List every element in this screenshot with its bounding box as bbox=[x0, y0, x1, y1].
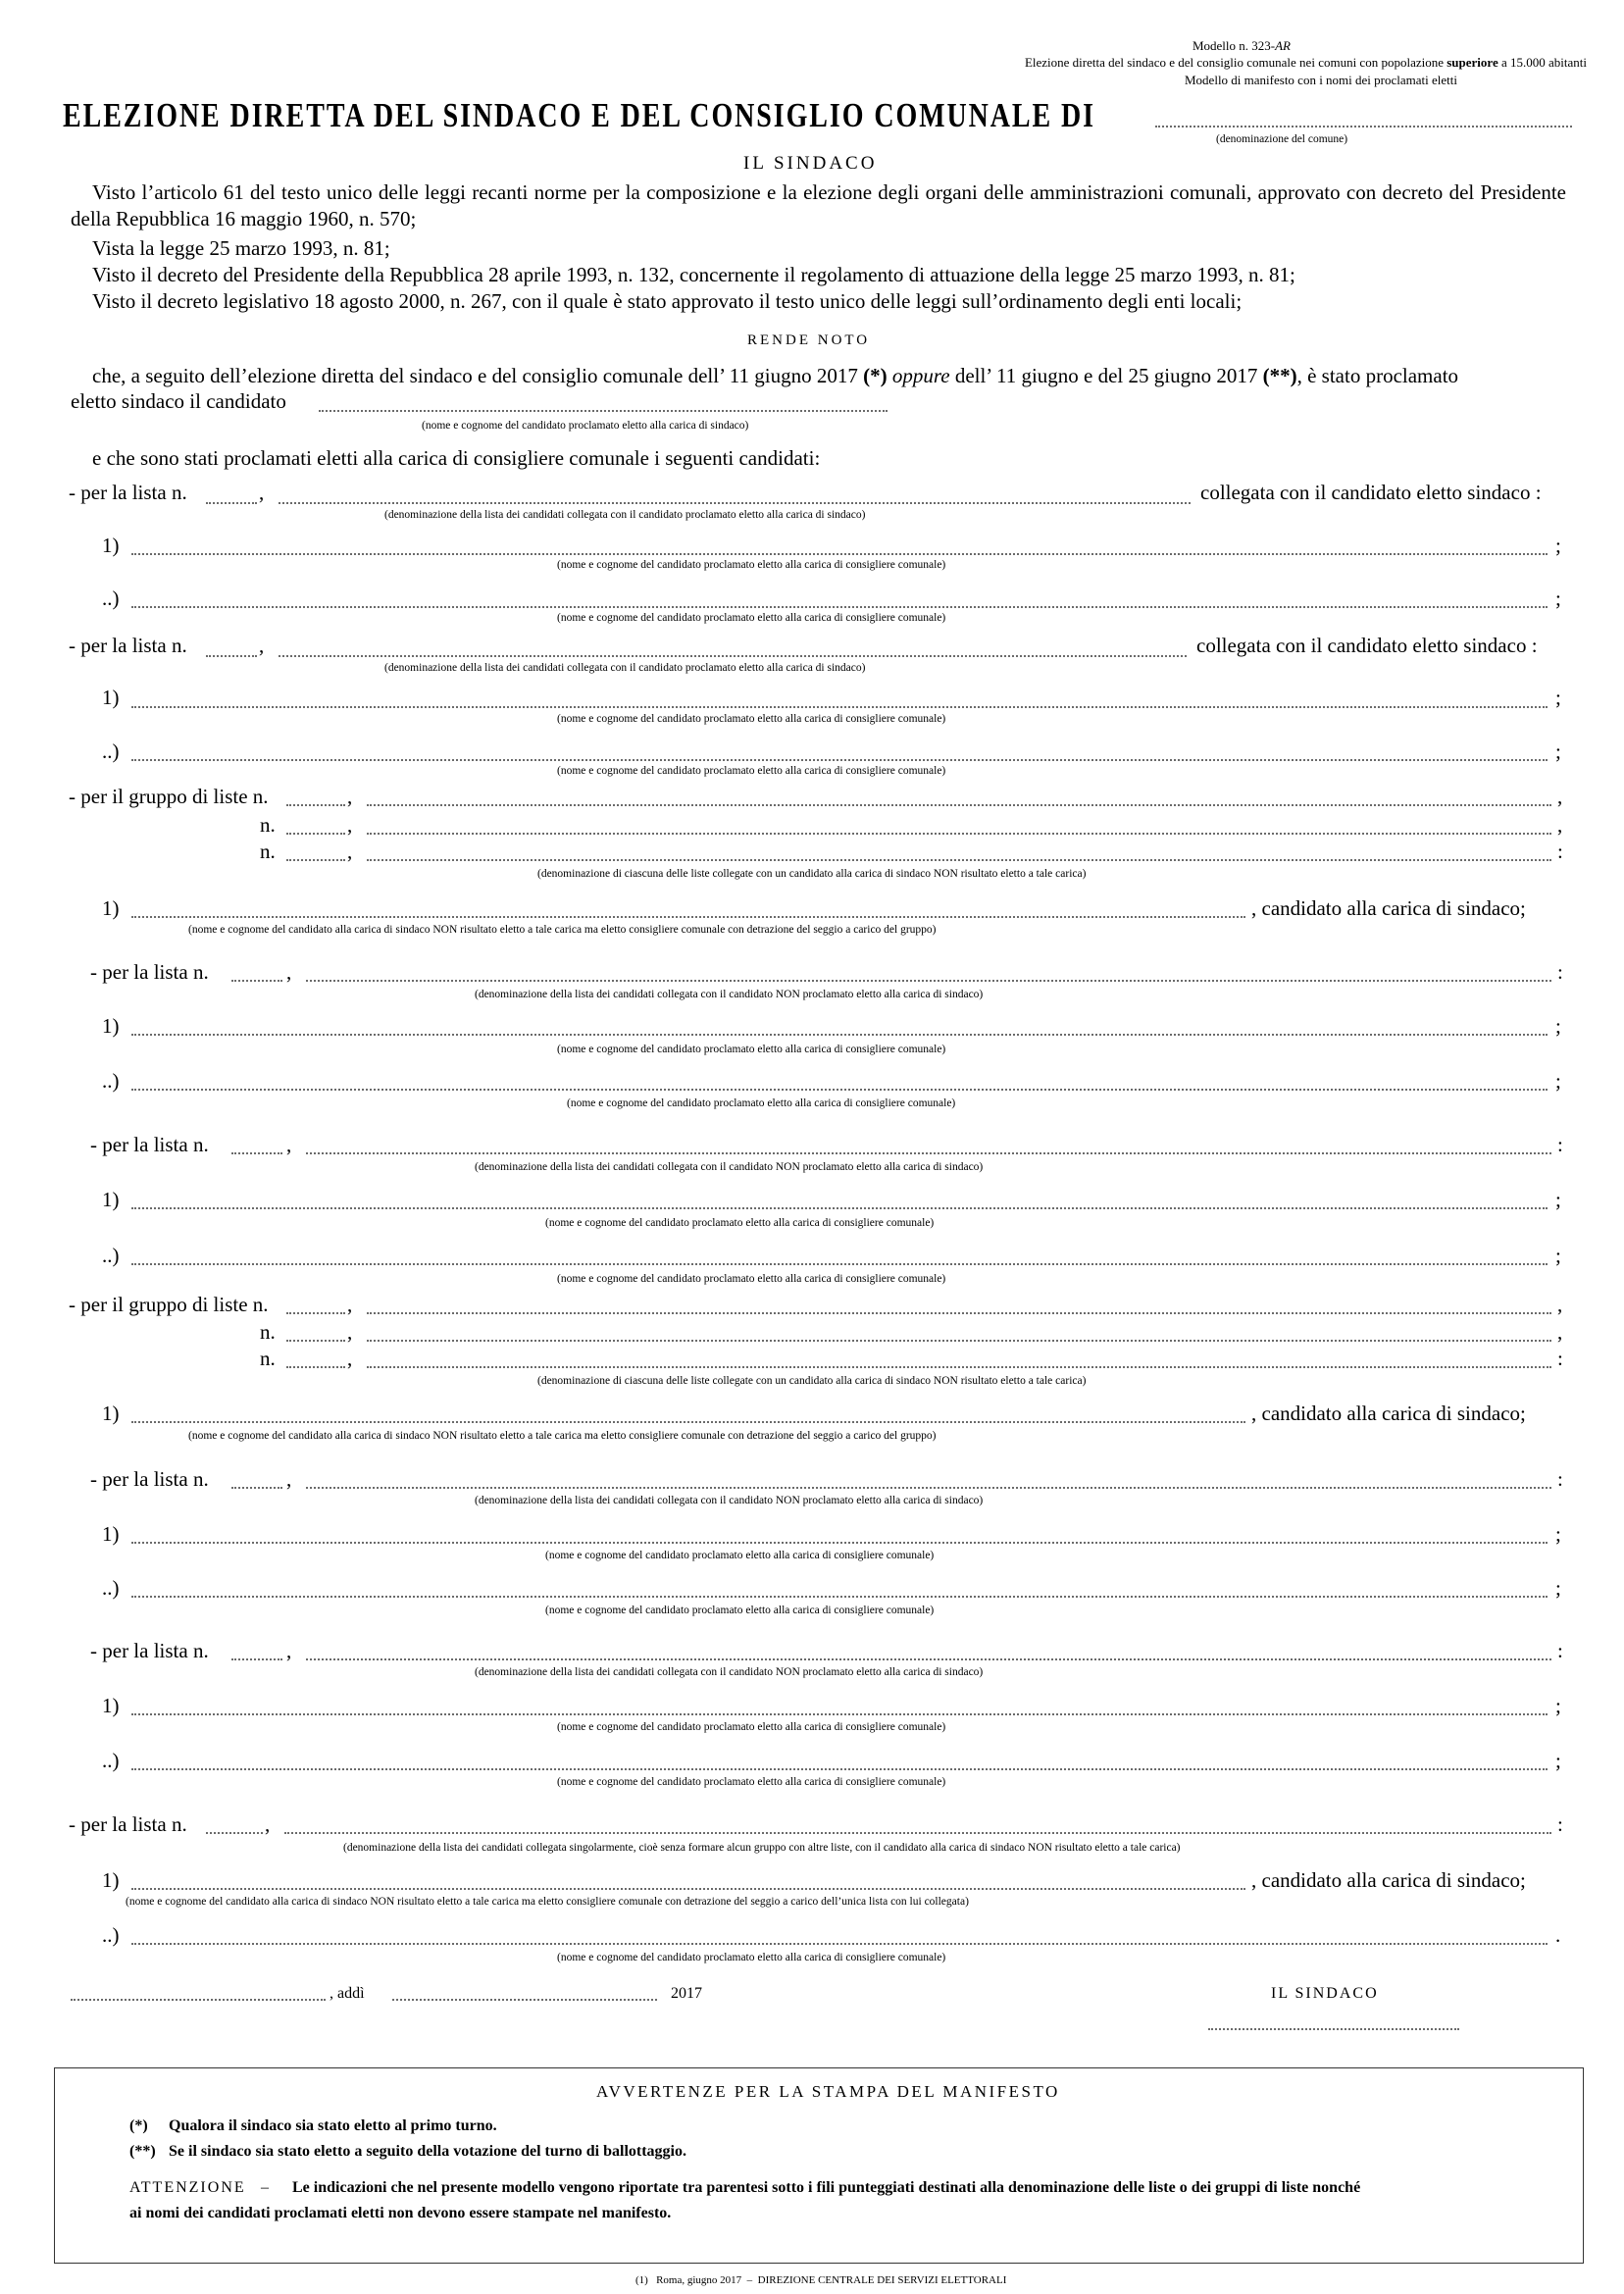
lista-caption: (denominazione della lista dei candidati collegata con il candidato proclamato eletto alla carica di sindaco) bbox=[384, 662, 866, 674]
consigliere-dots bbox=[131, 1768, 1548, 1770]
lista-name-dots bbox=[306, 980, 1551, 982]
note-1-text: Qualora il sindaco sia stato eletto al primo turno. bbox=[169, 2117, 497, 2134]
gruppo-label: - per il gruppo di liste n. bbox=[69, 1293, 269, 1316]
candidato-caption: (nome e cognome del candidato alla carica di sindaco NON risultato eletto a tale carica ma eletto consigliere comunale con detrazione del seggio a carico del gruppo) bbox=[188, 1430, 937, 1442]
consigliere-dots bbox=[131, 1596, 1548, 1598]
comma: , bbox=[1557, 785, 1563, 808]
date-dots bbox=[392, 1999, 657, 2001]
gruppo-number-dots bbox=[286, 1312, 345, 1314]
note-2-text: Se il sindaco sia stato eletto a seguito della votazione del turno di ballottaggio. bbox=[169, 2143, 686, 2160]
model-type: Modello di manifesto con i nomi dei proclamati eletti bbox=[1185, 73, 1457, 87]
attenzione-dash: – bbox=[261, 2179, 269, 2196]
lista-number-dots bbox=[231, 1487, 282, 1489]
consigliere-dots bbox=[131, 1943, 1548, 1945]
comma: , bbox=[347, 1320, 353, 1344]
comma: , bbox=[1557, 813, 1563, 837]
gruppo-number-dots bbox=[286, 1366, 345, 1368]
consigliere-caption: (nome e cognome del candidato proclamato eletto alla carica di consigliere comunale) bbox=[545, 1550, 935, 1561]
candidato-caption: (nome e cognome del candidato alla carica di sindaco NON risultato eletto a tale carica ma eletto consigliere comunale con detrazione del seggio a carico dell’unica lista con lui collegata) bbox=[126, 1896, 969, 1908]
semicolon: ; bbox=[1555, 686, 1561, 709]
candidato-dots bbox=[131, 1421, 1245, 1423]
lista-number-dots bbox=[206, 1832, 263, 1834]
lista-number-dots bbox=[206, 655, 257, 657]
lista-caption: (denominazione della lista dei candidati collegata con il candidato NON proclamato eletto alla carica di sindaco) bbox=[475, 989, 984, 1000]
item-number: ..) bbox=[102, 1244, 120, 1267]
sindaco-heading: IL SINDACO bbox=[743, 153, 878, 174]
gruppo-number-dots bbox=[286, 804, 345, 806]
premessa-2: Vista la legge 25 marzo 1993, n. 81; bbox=[92, 236, 390, 260]
comma: , bbox=[259, 634, 265, 657]
consigliere-caption: (nome e cognome del candidato proclamato eletto alla carica di consigliere comunale) bbox=[545, 1217, 935, 1229]
model-description: Elezione diretta del sindaco e del consiglio comunale nei comuni con popolazione superiore a 15.000 abitanti bbox=[1024, 55, 1587, 70]
lista-label: - per la lista n. bbox=[90, 960, 209, 984]
gruppo-name-dots bbox=[367, 833, 1551, 835]
consigliere-caption: (nome e cognome del candidato proclamato eletto alla carica di consigliere comunale) bbox=[557, 612, 946, 624]
comma: , bbox=[347, 785, 353, 808]
gruppo-number-dots bbox=[286, 1340, 345, 1342]
lista-number-dots bbox=[206, 502, 257, 504]
addi-label: , addì bbox=[330, 1985, 365, 2002]
footer: (1) Roma, giugno 2017 – DIREZIONE CENTRALE DEI SERVIZI ELETTORALI bbox=[635, 2274, 1007, 2286]
comma: , bbox=[259, 481, 265, 504]
attenzione-text-2: ai nomi dei candidati proclamati eletti non devono essere stampate nel manifesto. bbox=[129, 2205, 672, 2221]
sindaco-signature-label: IL SINDACO bbox=[1271, 1985, 1379, 2002]
semicolon: ; bbox=[1555, 1069, 1561, 1093]
semicolon: ; bbox=[1555, 1576, 1561, 1600]
consigliere-caption: (nome e cognome del candidato proclamato eletto alla carica di consigliere comunale) bbox=[557, 1776, 946, 1788]
consigliere-caption: (nome e cognome del candidato proclamato eletto alla carica di consigliere comunale) bbox=[557, 559, 946, 571]
attenzione-label: ATTENZIONE bbox=[129, 2179, 246, 2196]
consigliere-dots bbox=[131, 706, 1548, 708]
sindaco-dotted-line bbox=[319, 410, 888, 412]
consigliere-dots bbox=[131, 1034, 1548, 1036]
premessa-3: Visto il decreto del Presidente della Repubblica 28 aprile 1993, n. 132, concernente il regolamento di attuazione della legge 25 marzo 1993, n. 81; bbox=[92, 263, 1295, 286]
colon: : bbox=[1557, 840, 1563, 863]
attenzione-text-1: Le indicazioni che nel presente modello vengono riportate tra parentesi sotto i fili punteggiati destinati alla denominazione delle liste o dei gruppi di liste nonché bbox=[292, 2179, 1361, 2196]
gruppo-name-dots bbox=[367, 1312, 1551, 1314]
comma: , bbox=[265, 1812, 271, 1836]
consigliere-dots bbox=[131, 1089, 1548, 1091]
model-number: Modello n. 323-AR bbox=[1192, 38, 1291, 53]
gruppo-caption: (denominazione di ciascuna delle liste collegate con un candidato alla carica di sindaco NON risultato eletto a tale carica) bbox=[537, 868, 1087, 880]
semicolon: ; bbox=[1555, 1188, 1561, 1211]
gruppo-label: - per il gruppo di liste n. bbox=[69, 785, 269, 808]
lista-caption: (denominazione della lista dei candidati collegata con il candidato proclamato eletto alla carica di sindaco) bbox=[384, 509, 866, 521]
lista-number-dots bbox=[231, 1658, 282, 1660]
comma: , bbox=[347, 813, 353, 837]
item-number: 1) bbox=[102, 1522, 120, 1546]
gruppo-caption: (denominazione di ciascuna delle liste collegate con un candidato alla carica di sindaco NON risultato eletto a tale carica) bbox=[537, 1375, 1087, 1387]
item-number: ..) bbox=[102, 1923, 120, 1947]
consigliere-caption: (nome e cognome del candidato proclamato eletto alla carica di consigliere comunale) bbox=[557, 1273, 946, 1285]
lista-number-dots bbox=[231, 980, 282, 982]
comma: , bbox=[347, 1293, 353, 1316]
premessa-1: Visto l’articolo 61 del testo unico delle leggi recanti norme per la composizione e la elezione degli organi delle amministrazioni comunali, approvato con decreto del Presidente della Repubblica 16 maggio 1960, n. 570; bbox=[71, 180, 1566, 230]
comune-dotted-line bbox=[1155, 126, 1572, 127]
item-number: ..) bbox=[102, 1749, 120, 1772]
avvertenze-box bbox=[54, 2067, 1584, 2264]
lista-name-dots bbox=[279, 502, 1191, 504]
comma: , bbox=[286, 960, 292, 984]
consigliere-dots bbox=[131, 1542, 1548, 1544]
colon: : bbox=[1557, 1347, 1563, 1370]
period: . bbox=[1555, 1923, 1561, 1947]
candidato-sindaco-label: , candidato alla carica di sindaco; bbox=[1251, 1402, 1526, 1425]
item-number: 1) bbox=[102, 534, 120, 557]
item-number: 1) bbox=[102, 1014, 120, 1038]
year: 2017 bbox=[671, 1985, 702, 2002]
place-dots bbox=[71, 1999, 326, 2001]
comma: , bbox=[1557, 1293, 1563, 1316]
gruppo-number-dots bbox=[286, 833, 345, 835]
comma: , bbox=[286, 1467, 292, 1491]
lista-name-dots bbox=[306, 1658, 1551, 1660]
gruppo-name-dots bbox=[367, 804, 1551, 806]
consigliere-caption: (nome e cognome del candidato proclamato eletto alla carica di consigliere comunale) bbox=[557, 1952, 946, 1963]
semicolon: ; bbox=[1555, 1749, 1561, 1772]
announce-line2: eletto sindaco il candidato bbox=[71, 389, 286, 413]
candidato-sindaco-label: , candidato alla carica di sindaco; bbox=[1251, 896, 1526, 920]
consigliere-caption: (nome e cognome del candidato proclamato eletto alla carica di consigliere comunale) bbox=[557, 713, 946, 725]
consiglieri-intro: e che sono stati proclamati eletti alla carica di consigliere comunale i seguenti candidati: bbox=[92, 446, 821, 470]
gruppo-name-dots bbox=[367, 1366, 1551, 1368]
page-title: ELEZIONE DIRETTA DEL SINDACO E DEL CONSIGLIO COMUNALE DI bbox=[63, 96, 1095, 134]
consigliere-dots bbox=[131, 553, 1548, 555]
item-number: 1) bbox=[102, 1402, 120, 1425]
item-number: 1) bbox=[102, 1868, 120, 1892]
candidato-caption: (nome e cognome del candidato alla carica di sindaco NON risultato eletto a tale carica ma eletto consigliere comunale con detrazione del seggio a carico del gruppo) bbox=[188, 924, 937, 936]
lista-label: - per la lista n. bbox=[90, 1639, 209, 1662]
lista-name-dots bbox=[284, 1832, 1551, 1834]
lista-singola-caption: (denominazione della lista dei candidati collegata singolarmente, cioè senza formare alcun gruppo con altre liste, con il candidato alla carica di sindaco NON risultato eletto a tale carica) bbox=[343, 1842, 1181, 1854]
candidato-dots bbox=[131, 1888, 1245, 1890]
item-number: 1) bbox=[102, 1188, 120, 1211]
semicolon: ; bbox=[1555, 586, 1561, 610]
lista-name-dots bbox=[306, 1152, 1551, 1154]
consigliere-dots bbox=[131, 1713, 1548, 1715]
item-number: ..) bbox=[102, 586, 120, 610]
consigliere-dots bbox=[131, 606, 1548, 608]
avvertenze-title: AVVERTENZE PER LA STAMPA DEL MANIFESTO bbox=[596, 2082, 1060, 2101]
lista-caption: (denominazione della lista dei candidati collegata con il candidato NON proclamato eletto alla carica di sindaco) bbox=[475, 1161, 984, 1173]
item-number: ..) bbox=[102, 1069, 120, 1093]
lista-caption: (denominazione della lista dei candidati collegata con il candidato NON proclamato eletto alla carica di sindaco) bbox=[475, 1666, 984, 1678]
semicolon: ; bbox=[1555, 1694, 1561, 1717]
semicolon: ; bbox=[1555, 1522, 1561, 1546]
semicolon: ; bbox=[1555, 1014, 1561, 1038]
colon: : bbox=[1557, 1467, 1563, 1491]
consigliere-dots bbox=[131, 759, 1548, 761]
semicolon: ; bbox=[1555, 1244, 1561, 1267]
comma: , bbox=[347, 1347, 353, 1370]
lista-number-dots bbox=[231, 1152, 282, 1154]
n-label: n. bbox=[260, 1347, 276, 1370]
lista-label: - per la lista n. bbox=[69, 634, 187, 657]
comma: , bbox=[347, 840, 353, 863]
colon: : bbox=[1557, 960, 1563, 984]
n-label: n. bbox=[260, 813, 276, 837]
lista-label: - per la lista n. bbox=[90, 1133, 209, 1156]
comma: , bbox=[1557, 1320, 1563, 1344]
semicolon: ; bbox=[1555, 534, 1561, 557]
consigliere-caption: (nome e cognome del candidato proclamato eletto alla carica di consigliere comunale) bbox=[545, 1605, 935, 1616]
semicolon: ; bbox=[1555, 739, 1561, 763]
candidato-sindaco-label: , candidato alla carica di sindaco; bbox=[1251, 1868, 1526, 1892]
item-number: ..) bbox=[102, 1576, 120, 1600]
comma: , bbox=[286, 1133, 292, 1156]
lista-label: - per la lista n. bbox=[90, 1467, 209, 1491]
colon: : bbox=[1557, 1812, 1563, 1836]
announce-line1: che, a seguito dell’elezione diretta del sindaco e del consiglio comunale dell’ 11 giugno 2017 (*) oppure dell’ 11 giugno e del 25 giugno 2017 (**), è stato proclamato bbox=[92, 364, 1459, 387]
candidato-dots bbox=[131, 916, 1245, 918]
signature-dots bbox=[1208, 2028, 1459, 2030]
consigliere-caption: (nome e cognome del candidato proclamato eletto alla carica di consigliere comunale) bbox=[557, 1721, 946, 1733]
sindaco-caption: (nome e cognome del candidato proclamato eletto alla carica di sindaco) bbox=[422, 420, 749, 432]
collegata-label: collegata con il candidato eletto sindaco : bbox=[1200, 481, 1542, 504]
collegata-label: collegata con il candidato eletto sindaco : bbox=[1196, 634, 1538, 657]
gruppo-name-dots bbox=[367, 859, 1551, 861]
item-number: ..) bbox=[102, 739, 120, 763]
consigliere-caption: (nome e cognome del candidato proclamato eletto alla carica di consigliere comunale) bbox=[557, 765, 946, 777]
note-1-mark: (*) bbox=[129, 2117, 148, 2134]
colon: : bbox=[1557, 1639, 1563, 1662]
n-label: n. bbox=[260, 1320, 276, 1344]
gruppo-number-dots bbox=[286, 859, 345, 861]
gruppo-name-dots bbox=[367, 1340, 1551, 1342]
consigliere-dots bbox=[131, 1263, 1548, 1265]
item-number: 1) bbox=[102, 686, 120, 709]
premessa-4: Visto il decreto legislativo 18 agosto 2000, n. 267, con il quale è stato approvato il testo unico delle leggi sull’ordinamento degli enti locali; bbox=[92, 289, 1243, 313]
n-label: n. bbox=[260, 840, 276, 863]
lista-name-dots bbox=[306, 1487, 1551, 1489]
lista-label: - per la lista n. bbox=[69, 1812, 187, 1836]
consigliere-caption: (nome e cognome del candidato proclamato eletto alla carica di consigliere comunale) bbox=[557, 1044, 946, 1055]
consigliere-dots bbox=[131, 1207, 1548, 1209]
consigliere-caption: (nome e cognome del candidato proclamato eletto alla carica di consigliere comunale) bbox=[567, 1097, 956, 1109]
item-number: 1) bbox=[102, 896, 120, 920]
rende-noto-heading: RENDE NOTO bbox=[747, 332, 871, 348]
item-number: 1) bbox=[102, 1694, 120, 1717]
lista-name-dots bbox=[279, 655, 1187, 657]
comune-caption: (denominazione del comune) bbox=[1216, 133, 1348, 145]
lista-label: - per la lista n. bbox=[69, 481, 187, 504]
colon: : bbox=[1557, 1133, 1563, 1156]
note-2-mark: (**) bbox=[129, 2143, 156, 2160]
lista-caption: (denominazione della lista dei candidati collegata con il candidato NON proclamato eletto alla carica di sindaco) bbox=[475, 1495, 984, 1506]
comma: , bbox=[286, 1639, 292, 1662]
